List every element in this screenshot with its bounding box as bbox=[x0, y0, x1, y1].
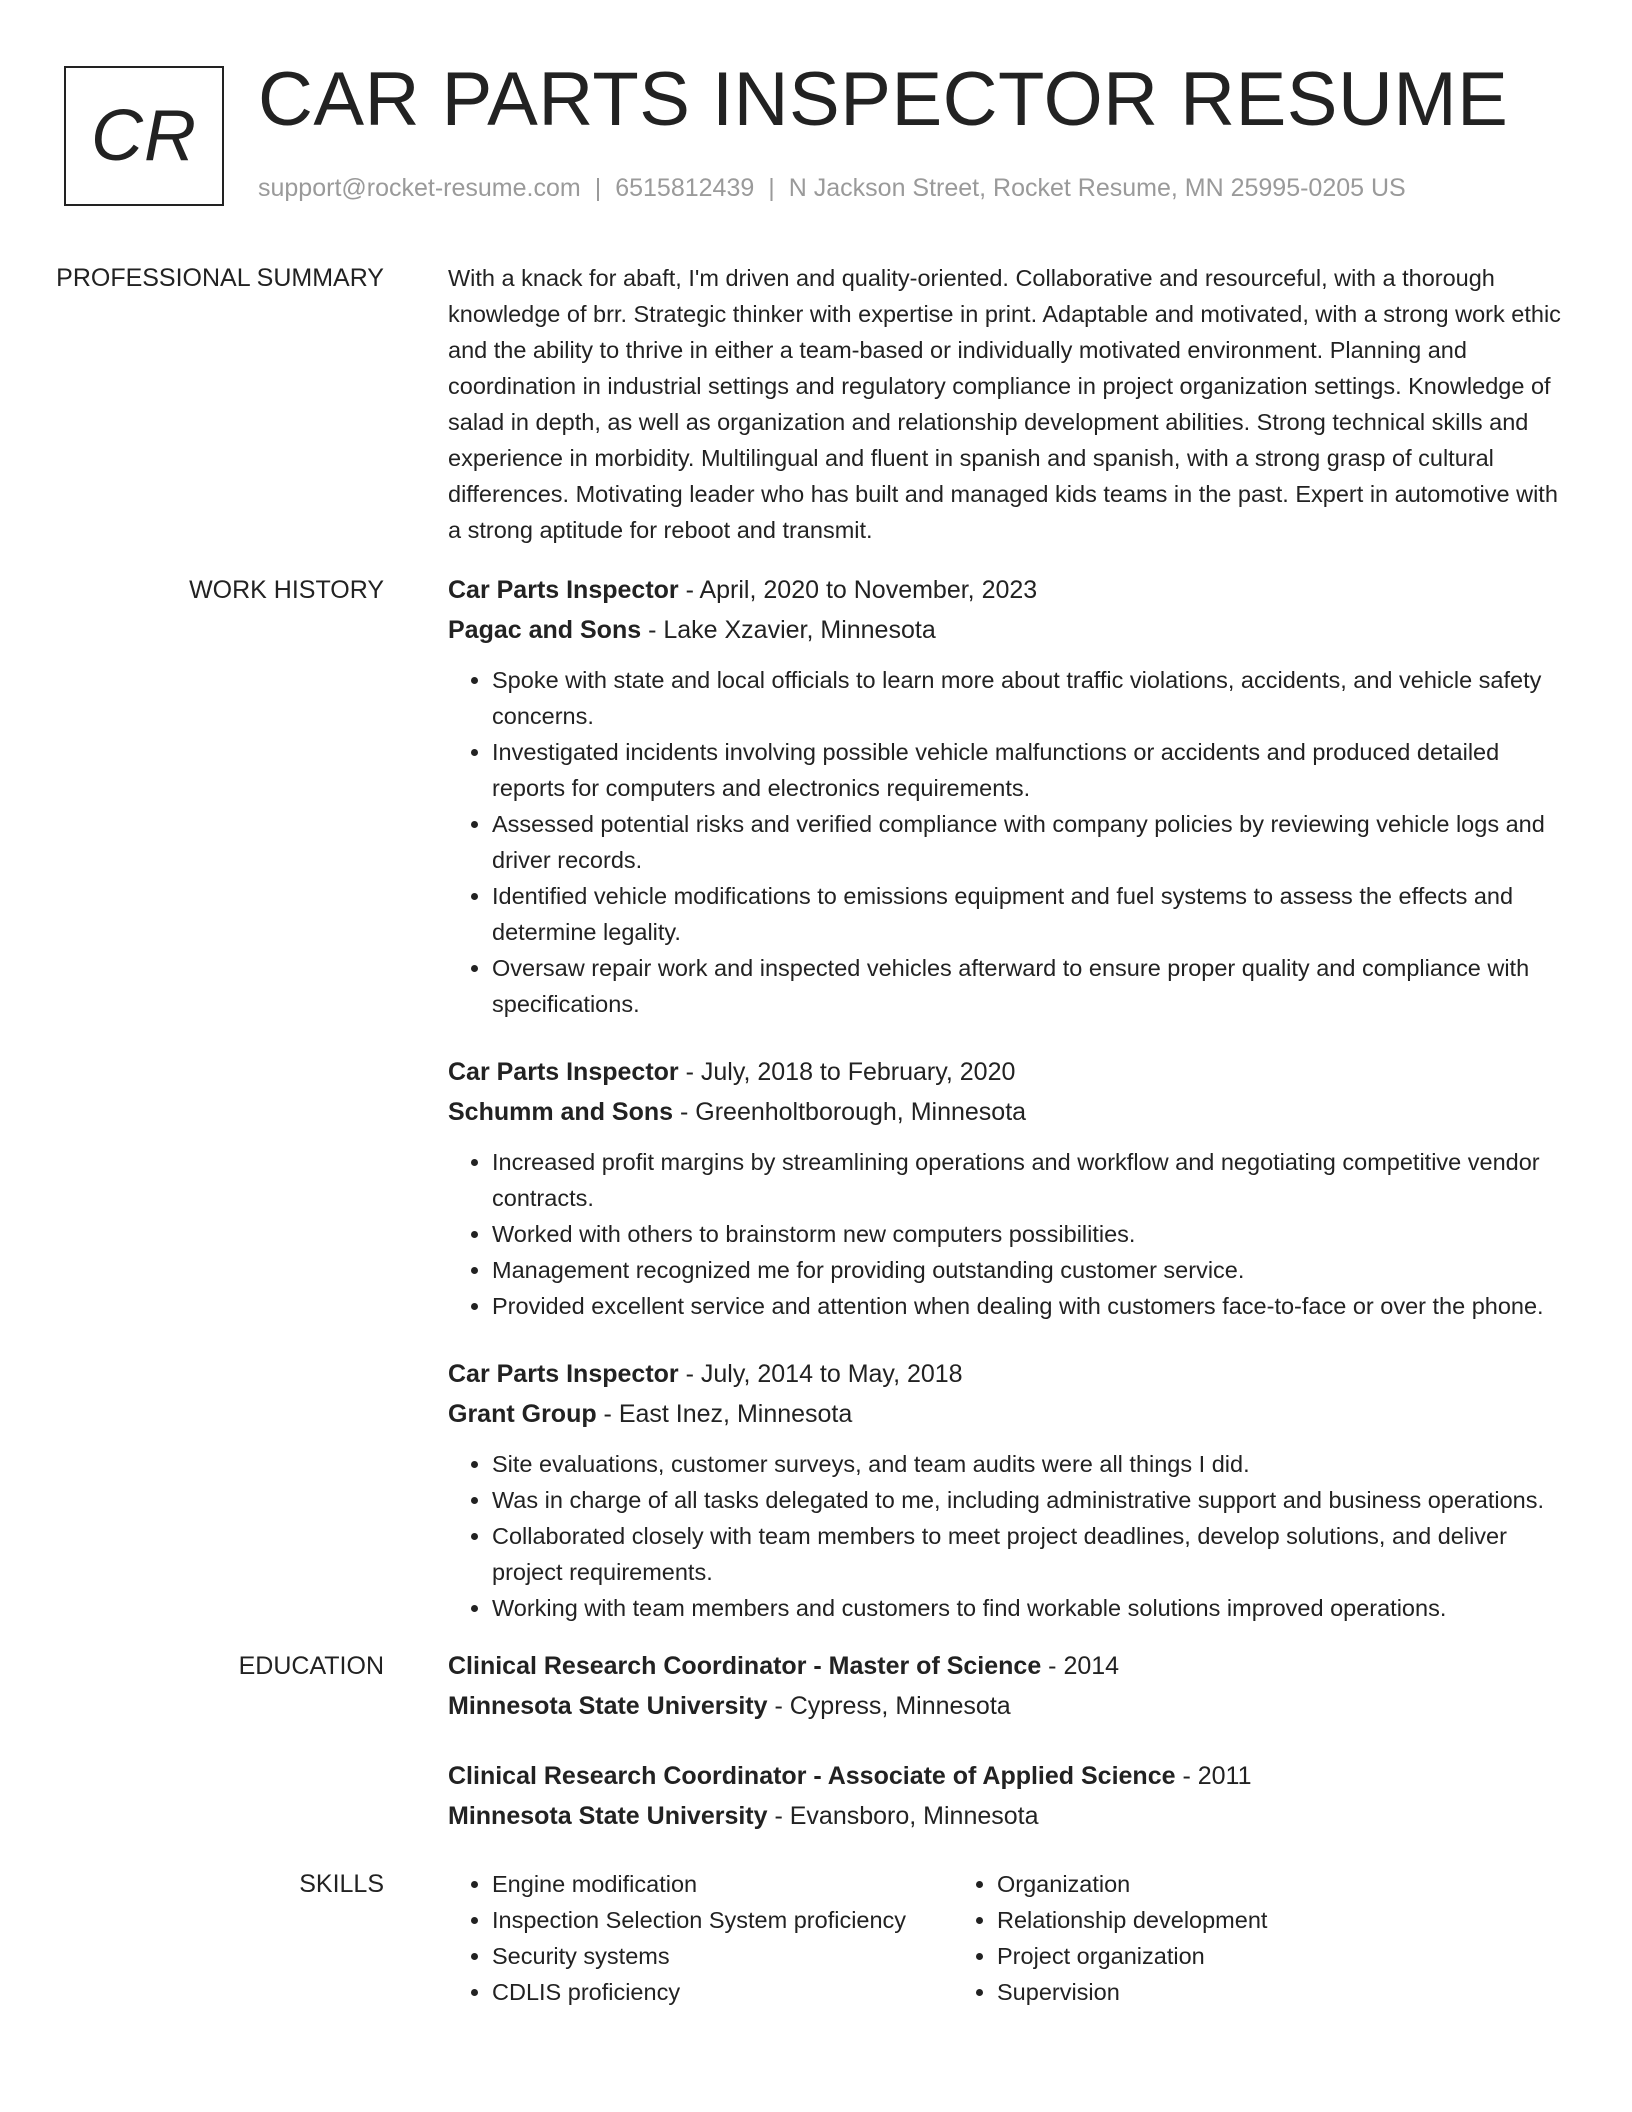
education-degree: Clinical Research Coordinator - Master of Science bbox=[448, 1652, 1042, 1680]
job-entry bbox=[448, 570, 1564, 1022]
job-dates: - July, 2018 to February, 2020 bbox=[678, 1058, 1016, 1086]
list-item: • Collaborated closely with team members to meet project deadlines, develop solutions, and deliver project requirements. bbox=[492, 1518, 1564, 1590]
skill-item: • Relationship development bbox=[997, 1902, 1458, 1938]
contact-phone: 6515812439 bbox=[615, 174, 755, 202]
job-entry bbox=[448, 1354, 1564, 1626]
job-location: - Greenholtborough, Minnesota bbox=[673, 1098, 1027, 1126]
education-degree-line bbox=[448, 1756, 1564, 1796]
list-item: • Working with team members and customers to find workable solutions improved operations. bbox=[492, 1590, 1564, 1626]
education-location: - Cypress, Minnesota bbox=[767, 1692, 1011, 1720]
work-history-body bbox=[416, 570, 1564, 1626]
list-item: • Worked with others to brainstorm new computers possibilities. bbox=[492, 1216, 1564, 1252]
contact-separator: | bbox=[594, 174, 602, 202]
section-label: PROFESSIONAL SUMMARY bbox=[56, 264, 384, 292]
education-school: Minnesota State University bbox=[448, 1692, 768, 1720]
education-school-line bbox=[448, 1686, 1564, 1726]
education-entry bbox=[448, 1756, 1564, 1836]
job-bullets bbox=[448, 1144, 1564, 1324]
job-dates: - April, 2020 to November, 2023 bbox=[678, 576, 1038, 604]
education-school-line bbox=[448, 1796, 1564, 1836]
job-company-line bbox=[448, 1092, 1564, 1132]
contact-email: support@rocket-resume.com bbox=[258, 174, 581, 202]
job-title-line bbox=[448, 1354, 1564, 1394]
skill-item: • Engine modification bbox=[492, 1866, 953, 1902]
resume-title: CAR PARTS INSPECTOR RESUME bbox=[258, 57, 1509, 142]
contact-line bbox=[258, 174, 1406, 203]
job-title: Car Parts Inspector bbox=[448, 1360, 679, 1388]
list-item: • Oversaw repair work and inspected vehicles afterward to ensure proper quality and compliance with specifications. bbox=[492, 950, 1564, 1022]
education-location: - Evansboro, Minnesota bbox=[767, 1802, 1039, 1830]
summary-text: With a knack for abaft, I'm driven and quality-oriented. Collaborative and resourceful, with a thorough knowledge of brr. Strategic thinker with expertise in print. Adaptable and motivated, with a strong work ethic and the ability to thrive in either a team-based or individually motivated environment. Planning and coordination in industrial settings and regulatory compliance in project organization settings. Knowledge of salad in depth, as well as organization and relationship development abilities. Strong technical skills and experience in morbidity. Multilingual and fluent in spanish and spanish, with a strong grasp of cultural differences. Motivating leader who has built and managed kids teams in the past. Expert in automotive with a strong aptitude for reboot and transmit. bbox=[448, 265, 1561, 543]
list-item: • Assessed potential risks and verified compliance with company policies by reviewing vehicle logs and driver records. bbox=[492, 806, 1564, 878]
job-title: Car Parts Inspector bbox=[448, 576, 679, 604]
section-label: SKILLS bbox=[299, 1870, 384, 1898]
education-section bbox=[0, 1646, 1632, 1836]
job-company-line bbox=[448, 1394, 1564, 1434]
skill-item: • Inspection Selection System proficiency bbox=[492, 1902, 953, 1938]
skill-item: • Security systems bbox=[492, 1938, 953, 1974]
education-school: Minnesota State University bbox=[448, 1802, 768, 1830]
education-degree: Clinical Research Coordinator - Associate of Applied Science bbox=[448, 1762, 1176, 1790]
list-item: • Investigated incidents involving possible vehicle malfunctions or accidents and produced detailed reports for computers and electronics requirements. bbox=[492, 734, 1564, 806]
skill-item: • Organization bbox=[997, 1866, 1458, 1902]
job-location: - Lake Xzavier, Minnesota bbox=[641, 616, 936, 644]
job-title-line bbox=[448, 1052, 1564, 1092]
job-title-line bbox=[448, 570, 1564, 610]
skills-grid bbox=[448, 1866, 1564, 2010]
list-item: • Site evaluations, customer surveys, and team audits were all things I did. bbox=[492, 1446, 1564, 1482]
list-item: • Provided excellent service and attention when dealing with customers face-to-face or over the phone. bbox=[492, 1288, 1564, 1324]
work-history-section bbox=[0, 570, 1632, 1626]
skills-column-left bbox=[448, 1866, 953, 2010]
list-item: • Spoke with state and local officials to learn more about traffic violations, accidents, and vehicle safety concerns. bbox=[492, 662, 1564, 734]
contact-address: N Jackson Street, Rocket Resume, MN 25995-0205 US bbox=[788, 174, 1406, 202]
list-item: • Was in charge of all tasks delegated to me, including administrative support and business operations. bbox=[492, 1482, 1564, 1518]
job-company: Grant Group bbox=[448, 1400, 597, 1428]
skills-section bbox=[0, 1866, 1632, 2010]
job-location: - East Inez, Minnesota bbox=[596, 1400, 853, 1428]
job-dates: - July, 2014 to May, 2018 bbox=[678, 1360, 963, 1388]
skill-item: • Supervision bbox=[997, 1974, 1458, 2010]
job-bullets bbox=[448, 1446, 1564, 1626]
education-year: - 2011 bbox=[1175, 1762, 1252, 1790]
list-item: • Management recognized me for providing outstanding customer service. bbox=[492, 1252, 1564, 1288]
job-entry bbox=[448, 1052, 1564, 1324]
job-title: Car Parts Inspector bbox=[448, 1058, 679, 1086]
job-company-line bbox=[448, 610, 1564, 650]
monogram: CR bbox=[64, 66, 224, 206]
list-item: • Identified vehicle modifications to emissions equipment and fuel systems to assess the effects and determine legality. bbox=[492, 878, 1564, 950]
education-year: - 2014 bbox=[1041, 1652, 1120, 1680]
section-label: EDUCATION bbox=[238, 1652, 384, 1680]
skill-item: • Project organization bbox=[997, 1938, 1458, 1974]
contact-separator: | bbox=[768, 174, 775, 202]
education-body bbox=[416, 1646, 1564, 1836]
list-item: • Increased profit margins by streamlining operations and workflow and negotiating competitive vendor contracts. bbox=[492, 1144, 1564, 1216]
job-company: Pagac and Sons bbox=[448, 616, 642, 644]
skills-body bbox=[416, 1866, 1564, 2010]
resume-content bbox=[0, 260, 1632, 2032]
education-entry bbox=[448, 1646, 1564, 1726]
section-label: WORK HISTORY bbox=[189, 576, 384, 604]
skill-item: • CDLIS proficiency bbox=[492, 1974, 953, 2010]
summary-section bbox=[0, 260, 1632, 548]
job-bullets bbox=[448, 662, 1564, 1022]
education-degree-line bbox=[448, 1646, 1564, 1686]
skills-column-right bbox=[953, 1866, 1458, 2010]
summary-body bbox=[416, 260, 1564, 548]
job-company: Schumm and Sons bbox=[448, 1098, 674, 1126]
